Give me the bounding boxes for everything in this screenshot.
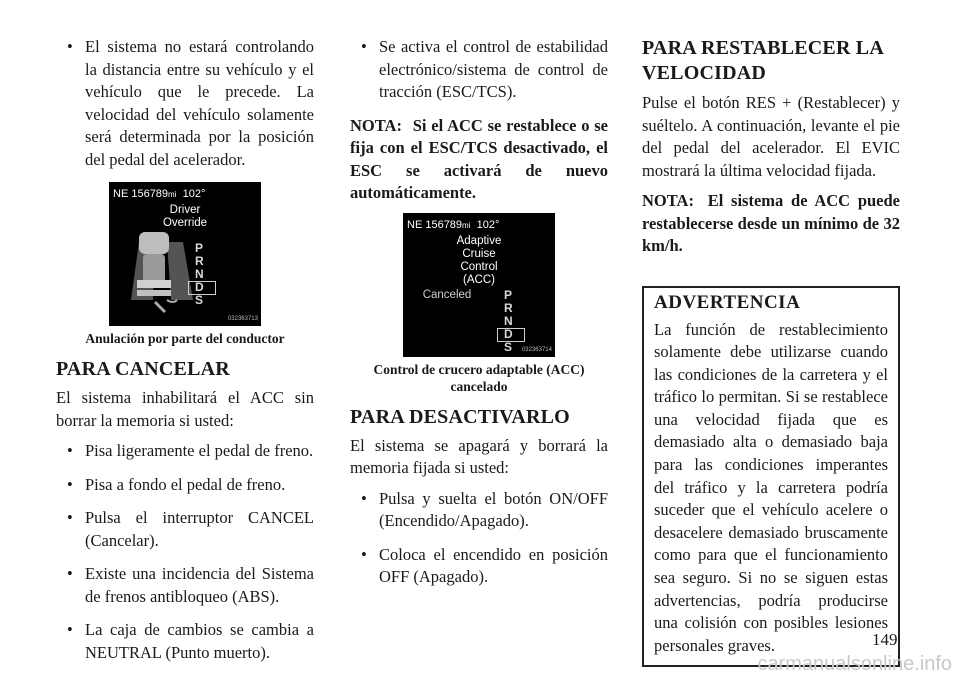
- note-paragraph: [350, 115, 608, 205]
- figure-code: 032363713: [227, 316, 258, 322]
- note-label: NOTA:: [350, 115, 402, 135]
- display-message: Driver Override: [162, 204, 208, 229]
- acc-canceled-figure: [403, 213, 555, 357]
- bullet-list-top: [350, 36, 608, 104]
- paragraph: El sistema se apagará y borrará la memoria fijada si usted:: [350, 435, 608, 477]
- list-item: • Se activa el control de estabilidad electrónico/sistema de control de tracción (ESC/TCS).: [350, 36, 608, 104]
- driver-override-figure: [109, 182, 261, 326]
- page-number: 149: [872, 630, 898, 649]
- canceled-label: Canceled: [422, 288, 472, 301]
- figure-caption: Control de crucero adaptable (ACC) cancelado: [373, 361, 585, 394]
- column-3: [642, 36, 900, 667]
- gear-d-box: [188, 281, 216, 295]
- list-item: • Pulsa el interruptor CANCEL (Cancelar).: [56, 507, 314, 552]
- bullet-list-top: [56, 36, 314, 171]
- figure-caption: Anulación por parte del conductor: [85, 331, 285, 346]
- paragraph: Pulse el botón RES + (Restablecer) y suéltelo. A continuación, levante el pie del pedal del acelerador. El EVIC mostrará la última velocidad fijada.: [642, 93, 900, 180]
- list-item: • Pisa ligeramente el pedal de freno.: [56, 440, 314, 463]
- gear-indicator: P R N D S: [504, 287, 513, 354]
- odometer-readout: NE 156789mi 102°: [407, 218, 500, 231]
- list-item: • El sistema no estará controlando la distancia entre su vehículo y el vehículo que le precede. La velocidad del vehículo solamente será determinada por la posición del pedal del acelerador.: [56, 36, 314, 171]
- section-heading: PARA CANCELAR: [56, 358, 230, 380]
- bullet-list: [56, 440, 314, 664]
- note-text: Si el ACC se restablece o se fija con el ESC/TCS desactivado, el ESC se activará de nuevo automáticamente.: [350, 115, 608, 202]
- section-heading: PARA RESTABLECER LA VELOCIDAD: [642, 37, 883, 84]
- list-item: • Existe una incidencia del Sistema de frenos antibloqueo (ABS).: [56, 563, 314, 608]
- car-follow-graphic: [109, 182, 261, 326]
- bullet-list: [350, 488, 608, 589]
- warning-text: La función de restablecimiento solamente debe utilizarse cuando las condiciones de la carretera y el tráfico lo permitan. Si se restablece una velocidad fijada que es demasiado alta o demasiado baja para las condiciones imperantes del tráfico y la carretera podría suceder que el vehículo acelere o desacelere demasiado bruscamente como para que el funcionamiento sea seguro. Si no se siguen estas advertencias, podría producirse una colisión con posibles lesiones personales graves.: [654, 319, 888, 655]
- paragraph: El sistema inhabilitará el ACC sin borrar la memoria si usted:: [56, 388, 314, 430]
- list-item: • Coloca el encendido en posición OFF (Apagado).: [350, 544, 608, 589]
- note-text: El sistema de ACC puede restablecerse desde un mínimo de 32 km/h.: [642, 191, 901, 255]
- display-message: Adaptive Cruise Control (ACC): [456, 234, 502, 286]
- list-item: • Pisa a fondo el pedal de freno.: [56, 474, 314, 497]
- column-2: [350, 36, 608, 600]
- note-paragraph: [642, 190, 900, 258]
- list-item: • Pulsa y suelta el botón ON/OFF (Encendido/Apagado).: [350, 488, 608, 533]
- column-1: [56, 36, 314, 675]
- gear-d-box: [497, 328, 525, 342]
- note-label: NOTA:: [642, 191, 694, 210]
- warning-title: ADVERTENCIA: [654, 291, 801, 313]
- section-heading: PARA DESACTIVARLO: [350, 405, 570, 428]
- warning-box: [642, 286, 900, 668]
- watermark: carmanualsonline.info: [757, 653, 952, 675]
- list-item: • La caja de cambios se cambia a NEUTRAL (Punto muerto).: [56, 619, 314, 664]
- gear-indicator: P R N D S: [195, 241, 204, 307]
- odometer-readout: NE 156789mi 102°: [113, 188, 206, 200]
- figure-code: 032363714: [521, 346, 552, 353]
